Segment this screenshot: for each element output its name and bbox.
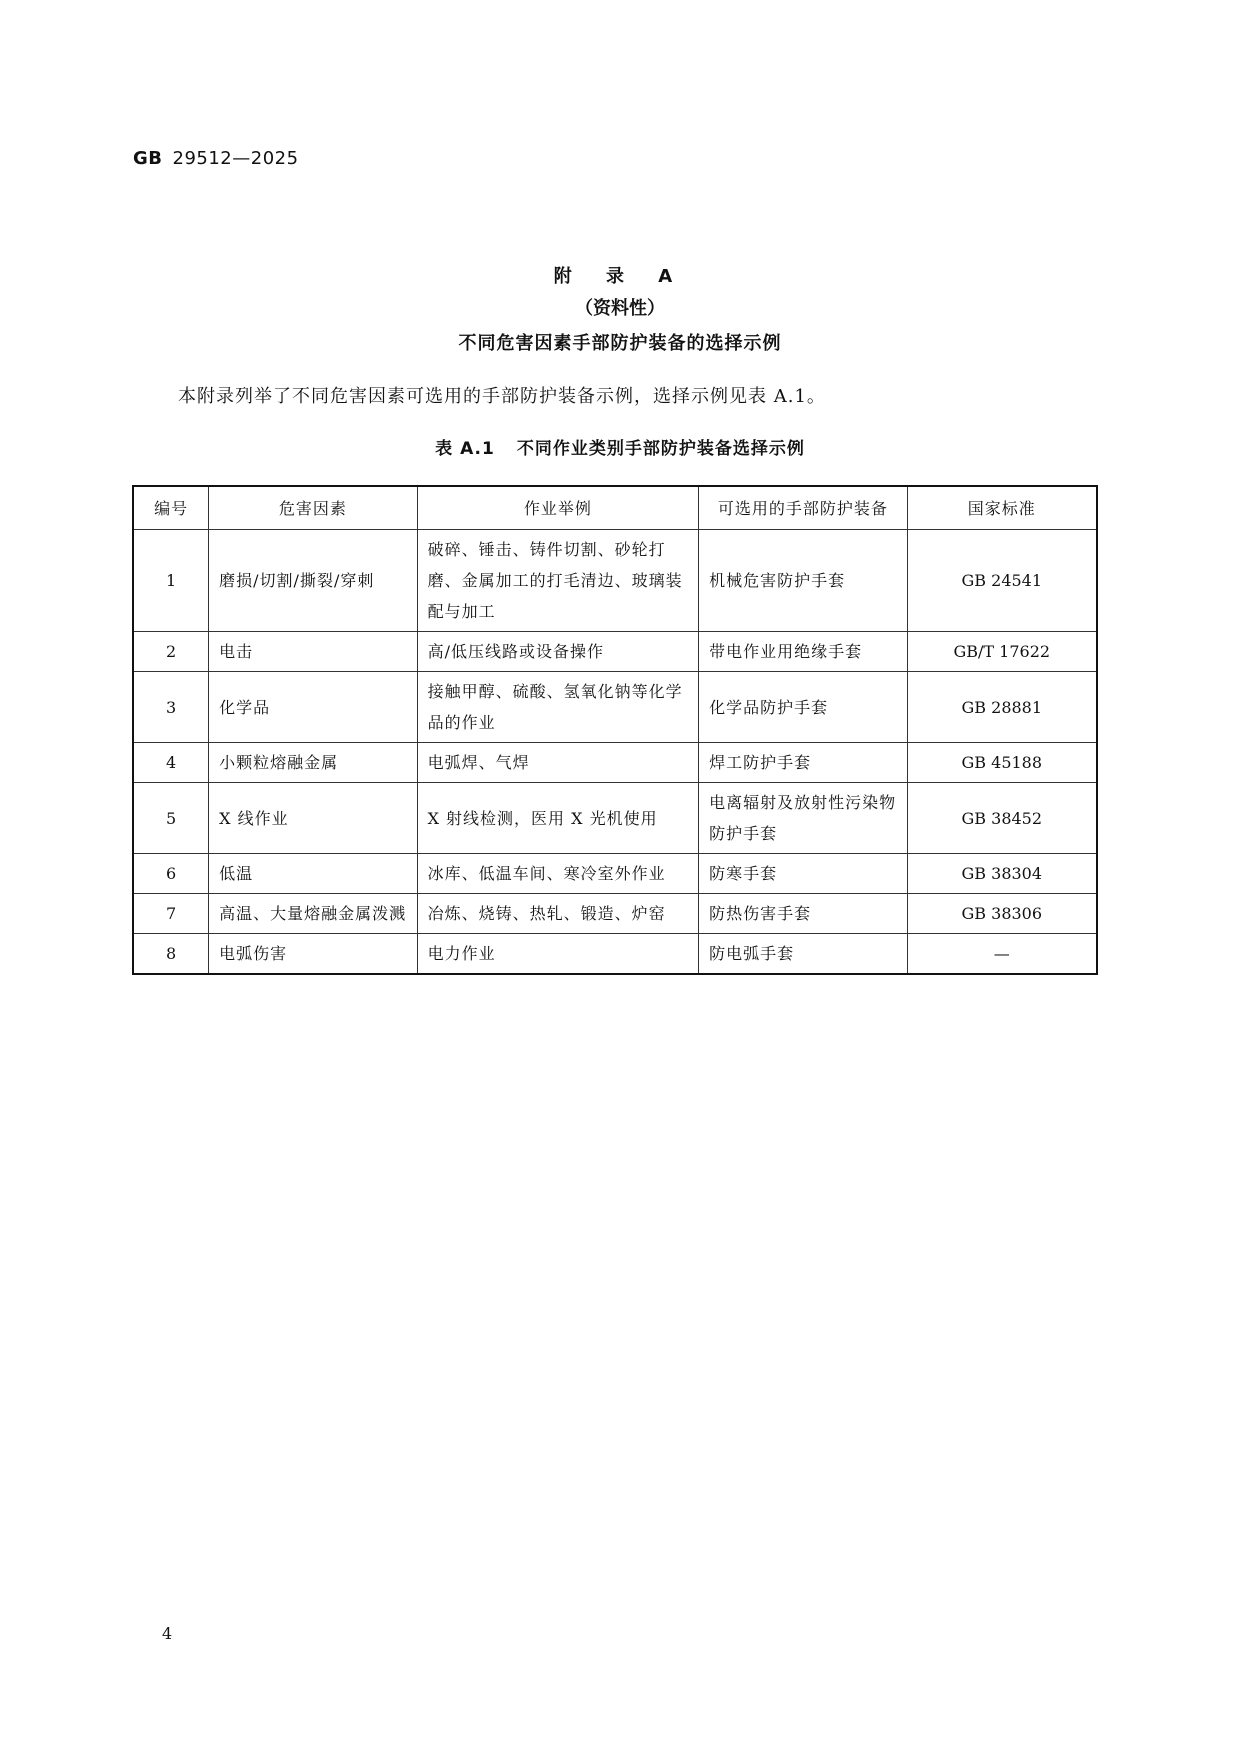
appendix-title: 附 录 A <box>553 266 687 287</box>
cell-equipment: 防电弧手套 <box>699 934 907 975</box>
cell-number: 6 <box>133 854 209 894</box>
table-row <box>133 632 1097 672</box>
cell-hazard: 电击 <box>209 632 417 672</box>
table-header-row <box>133 486 1097 530</box>
header-cell-equipment: 可选用的手部防护装备 <box>699 486 907 530</box>
cell-number: 7 <box>133 894 209 934</box>
standard-code <box>133 148 299 169</box>
page-number: 4 <box>162 1624 173 1643</box>
table-caption <box>0 434 1240 459</box>
cell-standard: GB 38304 <box>907 854 1097 894</box>
table-caption-title: 不同作业类别手部防护装备选择示例 <box>516 439 805 459</box>
cell-example: 电力作业 <box>417 934 699 975</box>
selection-table <box>132 485 1098 975</box>
cell-example: 电弧焊、气焊 <box>417 743 699 783</box>
cell-hazard: 磨损/切割/撕裂/穿刺 <box>209 530 417 632</box>
cell-example: 接触甲醇、硫酸、氢氧化钠等化学品的作业 <box>417 672 699 743</box>
cell-example: 冰库、低温车间、寒冷室外作业 <box>417 854 699 894</box>
table-row <box>133 530 1097 632</box>
appendix-type: （资料性） <box>575 298 665 319</box>
cell-hazard: 小颗粒熔融金属 <box>209 743 417 783</box>
cell-example: 冶炼、烧铸、热轧、锻造、炉窑 <box>417 894 699 934</box>
cell-example: 破碎、锤击、铸件切割、砂轮打磨、金属加工的打毛清边、玻璃装配与加工 <box>417 530 699 632</box>
header-cell-example: 作业举例 <box>417 486 699 530</box>
standard-number: 29512—2025 <box>172 148 299 169</box>
cell-standard: — <box>907 934 1097 975</box>
cell-hazard: 化学品 <box>209 672 417 743</box>
cell-equipment: 化学品防护手套 <box>699 672 907 743</box>
cell-number: 5 <box>133 783 209 854</box>
cell-standard: GB 24541 <box>907 530 1097 632</box>
table-row <box>133 783 1097 854</box>
table-row <box>133 854 1097 894</box>
header-cell-hazard: 危害因素 <box>209 486 417 530</box>
table-row <box>133 934 1097 975</box>
cell-equipment: 防热伤害手套 <box>699 894 907 934</box>
cell-hazard: 低温 <box>209 854 417 894</box>
table-row <box>133 672 1097 743</box>
cell-number: 3 <box>133 672 209 743</box>
cell-hazard: 电弧伤害 <box>209 934 417 975</box>
cell-standard: GB 45188 <box>907 743 1097 783</box>
cell-number: 4 <box>133 743 209 783</box>
cell-standard: GB 28881 <box>907 672 1097 743</box>
cell-example: 高/低压线路或设备操作 <box>417 632 699 672</box>
cell-number: 1 <box>133 530 209 632</box>
table-row <box>133 743 1097 783</box>
cell-standard: GB 38452 <box>907 783 1097 854</box>
standard-prefix: GB <box>133 148 163 169</box>
cell-standard: GB/T 17622 <box>907 632 1097 672</box>
cell-hazard: 高温、大量熔融金属泼溅 <box>209 894 417 934</box>
cell-equipment: 机械危害防护手套 <box>699 530 907 632</box>
cell-equipment: 带电作业用绝缘手套 <box>699 632 907 672</box>
cell-equipment: 焊工防护手套 <box>699 743 907 783</box>
intro-paragraph: 本附录列举了不同危害因素可选用的手部防护装备示例，选择示例见表 A.1。 <box>178 386 826 407</box>
table-row <box>133 894 1097 934</box>
cell-example: X 射线检测，医用 X 光机使用 <box>417 783 699 854</box>
cell-hazard: X 线作业 <box>209 783 417 854</box>
cell-number: 2 <box>133 632 209 672</box>
cell-equipment: 电离辐射及放射性污染物防护手套 <box>699 783 907 854</box>
table-caption-number: 表 A.1 <box>435 439 495 459</box>
header-cell-standard: 国家标准 <box>907 486 1097 530</box>
cell-equipment: 防寒手套 <box>699 854 907 894</box>
cell-standard: GB 38306 <box>907 894 1097 934</box>
header-cell-number: 编号 <box>133 486 209 530</box>
appendix-heading: 不同危害因素手部防护装备的选择示例 <box>458 333 782 354</box>
cell-number: 8 <box>133 934 209 975</box>
